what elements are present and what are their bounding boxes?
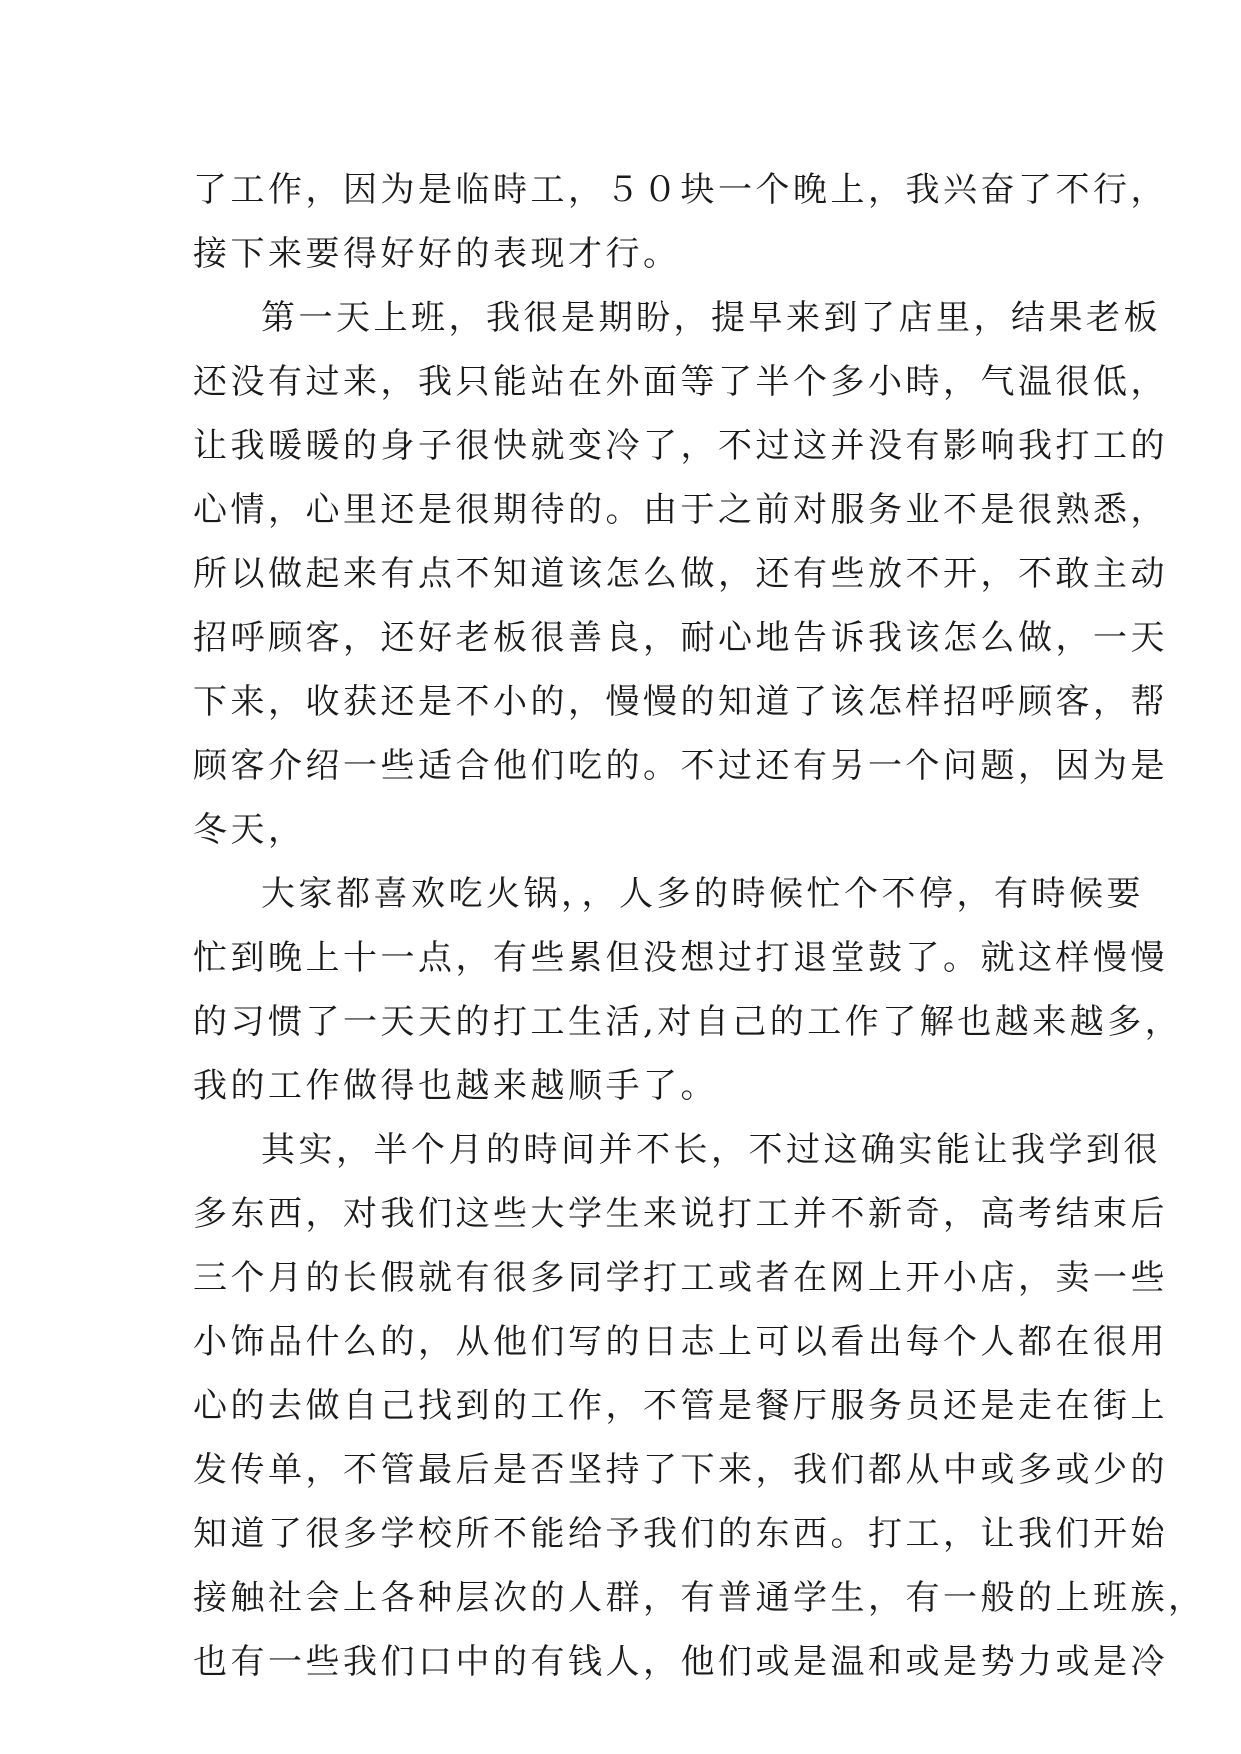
text-line: 忙到晚上十一点，有些累但没想过打退堂鼓了。就这样慢慢 xyxy=(193,938,1168,978)
text-line: 三个月的长假就有很多同学打工或者在网上开小店，卖一些 xyxy=(193,1258,1168,1298)
text-line: 还没有过来，我只能站在外面等了半个多小時，气温很低， xyxy=(193,362,1168,402)
text-line: 知道了很多学校所不能给予我们的东西。打工，让我们开始 xyxy=(193,1514,1168,1554)
text-line: 冬天， xyxy=(193,810,306,850)
text-line: 也有一些我们口中的有钱人，他们或是温和或是势力或是冷 xyxy=(193,1642,1168,1682)
paragraph-first-line: 大家都喜欢吃火锅，，人多的時候忙个不停，有時候要 xyxy=(261,874,1144,914)
text-line: 的习惯了一天天的打工生活,对自己的工作了解也越来越多， xyxy=(193,1002,1183,1042)
text-line: 顾客介绍一些适合他们吃的。不过还有另一个问题，因为是 xyxy=(193,746,1168,786)
text-line: 心情，心里还是很期待的。由于之前对服务业不是很熟悉， xyxy=(193,490,1168,530)
text-line: 招呼顾客，还好老板很善良，耐心地告诉我该怎么做，一天 xyxy=(193,618,1168,658)
text-line: 接下来要得好好的表现才行。 xyxy=(193,234,681,274)
text-line: 下来，收获还是不小的，慢慢的知道了该怎样招呼顾客，帮 xyxy=(193,682,1168,722)
text-line: 小饰品什么的，从他们写的日志上可以看出每个人都在很用 xyxy=(193,1322,1168,1362)
text-line: 发传单，不管最后是否坚持了下来，我们都从中或多或少的 xyxy=(193,1450,1168,1490)
text-line: 让我暖暖的身子很快就变冷了，不过这并没有影响我打工的 xyxy=(193,426,1168,466)
text-line: 所以做起来有点不知道该怎么做，还有些放不开，不敢主动 xyxy=(193,554,1168,594)
document-body xyxy=(193,158,1206,1694)
paragraph-first-line: 其实，半个月的時间并不长，不过这确实能让我学到很 xyxy=(261,1130,1161,1170)
paragraph-first-line: 第一天上班，我很是期盼，提早来到了店里，结果老板 xyxy=(261,298,1161,338)
text-line: 心的去做自己找到的工作，不管是餐厅服务员还是走在街上 xyxy=(193,1386,1168,1426)
text-line: 我的工作做得也越来越顺手了。 xyxy=(193,1066,718,1106)
text-line: 接触社会上各种层次的人群，有普通学生，有一般的上班族， xyxy=(193,1578,1206,1618)
text-line: 了工作，因为是临時工，５０块一个晚上，我兴奋了不行， xyxy=(193,170,1168,210)
text-line: 多东西，对我们这些大学生来说打工并不新奇，高考结束后 xyxy=(193,1194,1168,1234)
